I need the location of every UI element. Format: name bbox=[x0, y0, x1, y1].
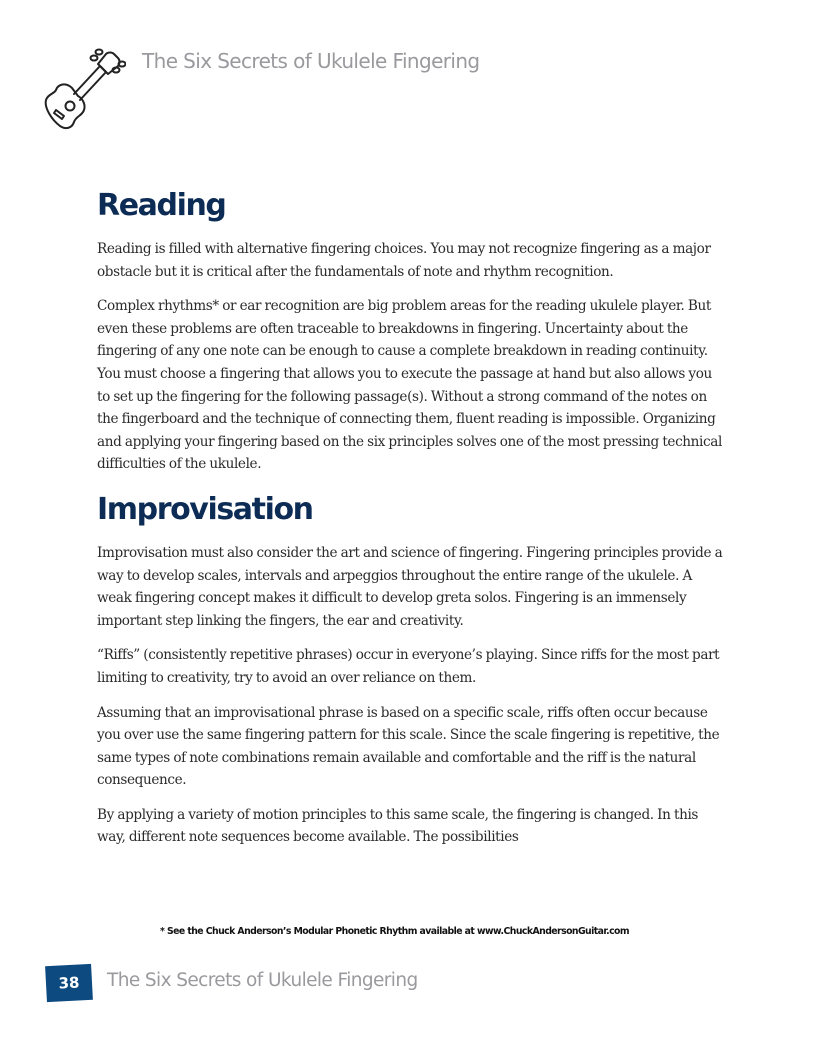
footer-title: The Six Secrets of Ukulele Fingering bbox=[107, 970, 418, 991]
paragraph: By applying a variety of motion principles to this same scale, the fingering is changed. In this way, different note sequences become available. The possibilities bbox=[97, 806, 699, 846]
page-number: 38 bbox=[58, 973, 80, 993]
paragraph: Reading is filled with alternative fingering choices. You may not recognize fingering as a major obstacle but it is critical after the fundamentals of note and rhythm recognition. bbox=[97, 241, 711, 280]
ukulele-icon bbox=[42, 44, 126, 130]
paragraph: Complex rhythms* or ear recognition are big problem areas for the reading ukulele player. But even these problems are often traceable to breakdowns in fingering. Uncertainty about the fingering of any one note can be enough to cause a complete breakdown in reading continuity. You must choose a fingering that allows you to execute the passage at hand but also allows you to set up the fingering for the following passage(s). Without a strong command of the notes on the fingerboard and the technique of connecting them, fluent reading is impossible. Organizing and applying your fingering based on the six principles solves one of the most pressing technical difficulties of the ukulele. bbox=[97, 298, 722, 473]
footnote: * See the Chuck Anderson’s Modular Phonetic Rhythm available at www.ChuckAndersonGuitar.com bbox=[160, 926, 630, 937]
section-heading: Reading bbox=[97, 188, 226, 223]
paragraph: Improvisation must also consider the art and science of fingering. Fingering principles provide a way to develop scales, intervals and arpeggios throughout the entire range of the ukulele. A weak fingering concept makes it difficult to develop greta solos. Fingering is an immensely important step linking the fingers, the ear and creativity. bbox=[97, 544, 723, 629]
paragraph: Assuming that an improvisational phrase is based on a specific scale, riffs often occur because you over use the same fingering pattern for this scale. Since the scale fingering is repetitive, the same types of note combinations remain available and comfortable and the riff is the natural consequence. bbox=[97, 704, 720, 789]
paragraph: “Riffs” (consistently repetitive phrases) occur in everyone’s playing. Since riffs for the most part limiting to creativity, try to avoid an over reliance on them. bbox=[97, 647, 720, 686]
section-reading bbox=[97, 184, 727, 476]
section-heading: Improvisation bbox=[97, 491, 313, 527]
header-title: The Six Secrets of Ukulele Fingering bbox=[142, 49, 480, 73]
page-number-badge bbox=[45, 964, 93, 1002]
page-content bbox=[97, 180, 727, 861]
section-improvisation bbox=[97, 488, 727, 849]
